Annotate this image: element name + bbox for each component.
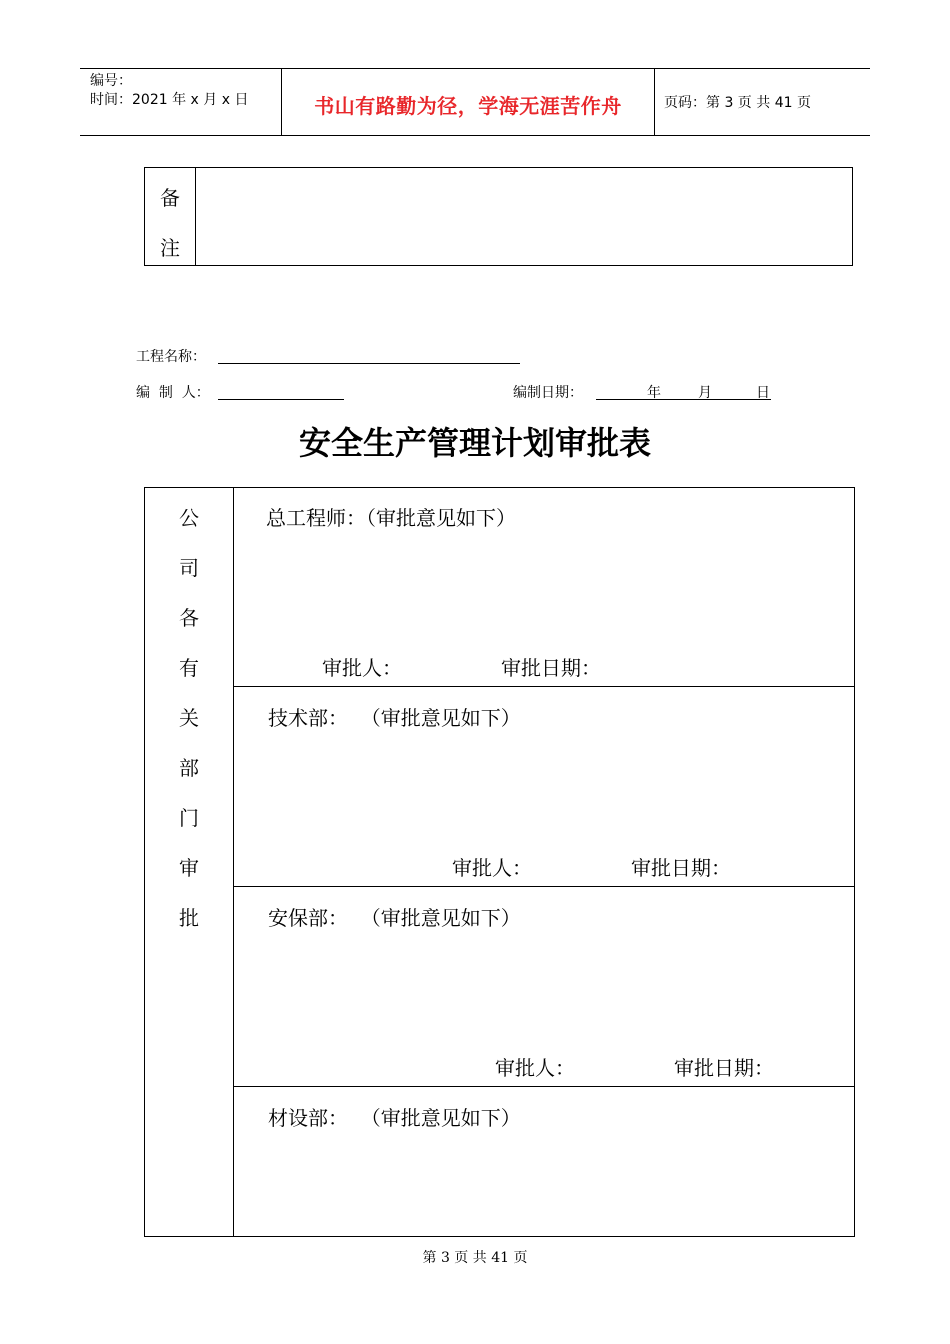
date-label: 编制日期： (513, 385, 583, 401)
project-name-label: 工程名称： (136, 349, 206, 365)
side-label-char: 有 (179, 656, 199, 680)
header-motto: 书山有路勤为径，学海无涯苦作舟 (314, 94, 622, 118)
section-heading-technical: 技术部： （审批意见如下） (268, 706, 521, 730)
date-field[interactable] (596, 399, 771, 400)
side-label-char: 关 (179, 706, 199, 730)
section-heading-security: 安保部： （审批意见如下） (268, 906, 521, 930)
side-label-char: 审 (179, 856, 199, 880)
approval-table-divider (233, 487, 234, 1237)
section-rule (233, 686, 855, 687)
section-heading-chief-engineer: 总工程师：（审批意见如下） (266, 506, 516, 530)
header-top-rule (80, 68, 870, 69)
approver-label: 审批人： (322, 656, 402, 680)
page-footer: 第 3 页 共 41 页 (422, 1250, 528, 1266)
side-label-char: 公 (179, 506, 199, 530)
approval-date-label: 审批日期： (631, 856, 731, 880)
header-page-info: 页码：第 3 页 共 41 页 (664, 95, 811, 111)
security-opinion-field[interactable] (240, 935, 848, 1045)
side-label-char: 司 (179, 556, 199, 580)
header-bottom-rule (80, 135, 870, 136)
project-name-field[interactable] (218, 363, 520, 364)
date-year: 年 (647, 385, 661, 401)
document-time-label: 时间：2021 年 x 月 x 日 (90, 92, 249, 108)
approval-date-label: 审批日期： (501, 656, 601, 680)
section-heading-materials: 材设部： （审批意见如下） (268, 1106, 521, 1130)
side-label-char: 门 (179, 806, 199, 830)
technical-opinion-field[interactable] (240, 735, 848, 845)
remarks-char: 注 (160, 236, 180, 260)
author-label: 编 制 人： (136, 385, 210, 401)
side-label-char: 各 (179, 606, 199, 630)
date-day: 日 (756, 385, 770, 401)
section-rule (233, 886, 855, 887)
side-label-char: 部 (179, 756, 199, 780)
author-field[interactable] (218, 399, 344, 400)
approval-date-label: 审批日期： (674, 1056, 774, 1080)
approver-label: 审批人： (452, 856, 532, 880)
approver-label: 审批人： (495, 1056, 575, 1080)
chief-engineer-opinion-field[interactable] (240, 535, 848, 645)
remarks-field[interactable] (196, 168, 852, 265)
side-label-char: 批 (179, 906, 199, 930)
section-rule (233, 1086, 855, 1087)
date-month: 月 (698, 385, 712, 401)
header-divider-right (654, 68, 655, 136)
remarks-char: 备 (160, 186, 180, 210)
page-title: 安全生产管理计划审批表 (298, 424, 651, 462)
materials-opinion-field[interactable] (240, 1135, 848, 1230)
document-number-label: 编号： (90, 73, 132, 89)
